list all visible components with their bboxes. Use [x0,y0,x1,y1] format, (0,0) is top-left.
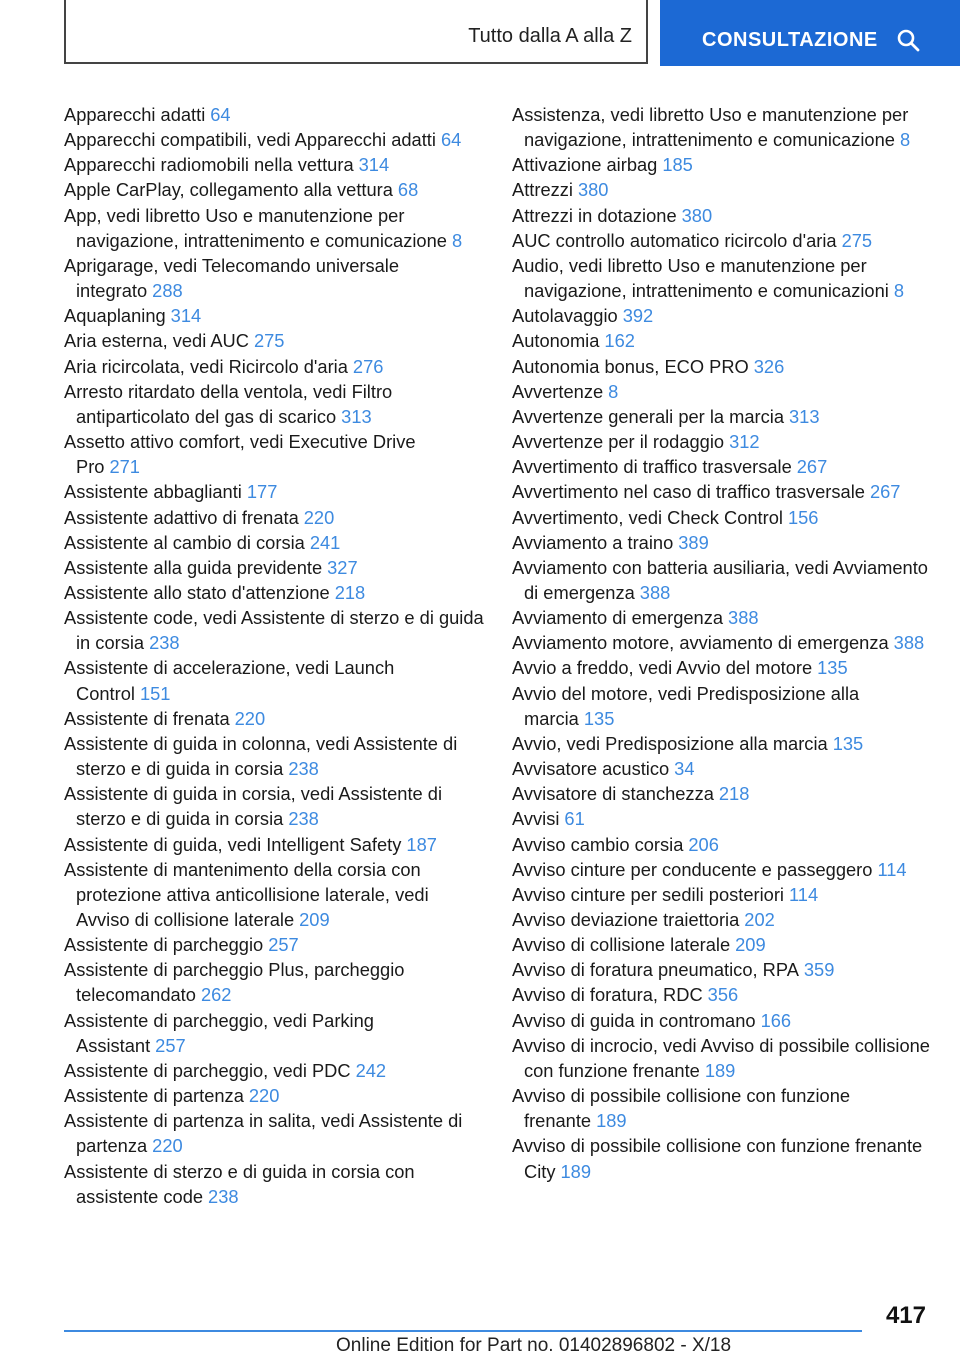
index-term: Autolavaggio [512,305,618,327]
index-entry [64,253,484,303]
page-reference-link[interactable]: 64 [440,129,462,151]
index-term: Avvio, vedi Predisposizione alla marcia [512,732,828,754]
page-reference-link[interactable]: 267 [796,456,828,478]
page-reference-link[interactable]: 276 [352,355,384,377]
index-entry [512,857,942,882]
index-entry [64,102,484,127]
page-reference-link[interactable]: 187 [406,833,437,855]
index-term: Assistente di guida in colonna, vedi Assistente di sterzo e di guida in corsia [64,732,458,780]
page-reference-link[interactable]: 267 [869,481,901,503]
index-term: Assistente adattivo di frenata [64,506,299,528]
index-term: Assistente di parcheggio Plus, parcheggio telecomandato [64,959,405,1006]
search-icon[interactable] [896,28,920,52]
page-reference-link[interactable]: 388 [639,581,671,603]
index-term: Apparecchi radiomobili nella vettura [64,154,354,176]
page-reference-link[interactable]: 209 [735,934,766,956]
index-term: Avviso di foratura pneumatico, RPA [512,959,799,981]
index-term: Avvio del motore, vedi Predisposizione alla marcia [512,682,860,729]
index-term: Assistente di parcheggio, vedi PDC [64,1059,351,1081]
page-reference-link[interactable]: 114 [877,858,907,880]
index-term: Avviso di possibile collisione con funzione frenante City [512,1135,923,1182]
index-entry [64,530,484,555]
index-term: Audio, vedi libretto Uso e manutenzione per navigazione, intrattenimento e comunicazioni [512,254,889,302]
index-entry [64,479,484,504]
index-term: Apple CarPlay, collegamento alla vettura [64,179,393,201]
index-entry [64,1083,484,1108]
page-reference-link[interactable]: 238 [288,808,319,830]
index-term: Avviamento motore, avviamento di emergenza [512,632,889,654]
index-entry [64,1159,484,1209]
index-entry [64,580,484,605]
index-entry [64,731,484,781]
index-entry [64,127,484,152]
page-reference-link[interactable]: 189 [704,1059,736,1081]
index-term: Aprigarage, vedi Telecomando universale integrato [64,254,400,302]
index-entry [64,957,484,1007]
page-reference-link[interactable]: 241 [309,531,341,553]
page-reference-link[interactable]: 202 [744,909,775,930]
index-term: Avviso di foratura, RDC [512,984,703,1006]
index-entry [512,1008,942,1033]
index-term: Avviso di incrocio, vedi Avviso di possibile collisione con funzione frenante [512,1034,930,1081]
index-term: Autonomia [512,330,600,352]
index-entry [512,555,942,605]
edition-footer: Online Edition for Part no. 01402896802 - X/18 [336,1335,732,1356]
page-reference-link[interactable]: 389 [678,531,709,553]
index-term: Avvisi [512,808,560,830]
index-term: Avviso di possibile collisione con funzione frenante [512,1085,851,1132]
index-term: Avvertimento di traffico trasversale [512,456,792,478]
index-term: Avvertimento nel caso di traffico trasversale [512,481,865,503]
index-term: Avvertenze per il rodaggio [512,431,725,453]
index-term: Assistente alla guida previdente [64,556,323,578]
index-term: Apparecchi compatibili, vedi Apparecchi adatti [64,129,436,151]
page-reference-link[interactable]: 8 [899,129,911,151]
index-term: Assistente al cambio di corsia [64,531,305,553]
index-term: Avviso deviazione traiettoria [512,909,740,930]
index-entry [512,1133,942,1183]
index-term: Avviso di collisione laterale [512,934,731,956]
index-term: Autonomia bonus, ECO PRO [512,355,749,377]
index-entry [64,354,484,379]
page-reference-link[interactable]: 380 [681,204,713,226]
index-term: Assistente di frenata [64,707,230,729]
page-reference-link[interactable]: 156 [787,506,819,528]
index-term: Assistente di guida, vedi Intelligent Safety [64,833,402,855]
page-reference-link[interactable]: 64 [210,104,231,125]
index-term: Avviso cinture per sedili posteriori [512,883,784,905]
index-term: Assistente di accelerazione, vedi Launch Control [64,657,395,704]
index-term: Avviso cambio corsia [512,833,684,855]
index-entry [64,429,484,479]
index-entry [512,655,942,680]
index-entry [512,957,942,982]
page-reference-link[interactable]: 220 [248,1085,280,1107]
page-reference-link[interactable]: 189 [560,1160,591,1182]
index-term: Aquaplaning [64,305,166,327]
index-term: Avvertimento, vedi Check Control [512,506,783,528]
index-term: Attrezzi in dotazione [512,204,677,226]
page-reference-link[interactable]: 262 [200,984,232,1006]
index-entry [512,630,942,655]
page-header [0,0,960,66]
index-entry [512,354,942,379]
index-entry [512,605,942,630]
page-reference-link[interactable]: 206 [688,833,719,855]
index-entry [512,203,942,228]
index-entry [512,429,942,454]
page-reference-link[interactable]: 238 [288,758,319,780]
index-entry [64,605,484,655]
page-reference-link[interactable]: 220 [234,707,266,729]
page-reference-link[interactable]: 162 [604,330,635,352]
index-term: Avvertenze [512,380,604,402]
page-reference-link[interactable]: 177 [246,481,278,503]
page-reference-link[interactable]: 185 [662,154,693,176]
page-reference-link[interactable]: 388 [893,632,925,654]
index-term: Assistente di partenza [64,1085,244,1107]
page-reference-link[interactable]: 392 [622,305,654,327]
index-term: Assistente abbaglianti [64,481,242,503]
page-reference-link[interactable]: 61 [564,808,585,830]
index-term: Avviamento di emergenza [512,607,724,629]
index-term: Arresto ritardato della ventola, vedi Filtro antiparticolato del gas di scarico [64,380,393,427]
index-term: Apparecchi adatti [64,104,206,125]
index-entry [64,328,484,353]
index-entry [64,932,484,957]
index-term: Assistente allo stato d'attenzione [64,581,330,603]
index-entry [512,982,942,1007]
page-reference-link[interactable]: 313 [789,405,820,427]
index-term: Assistente di parcheggio, vedi Parking Assistant [64,1009,374,1056]
index-term: Attrezzi [512,179,573,201]
page-reference-link[interactable]: 218 [718,783,750,805]
index-column-right [512,102,942,1184]
consultazione-tab[interactable] [660,0,960,66]
index-entry [512,102,942,152]
index-entry [64,781,484,831]
index-entry [512,832,942,857]
index-entry [512,404,942,429]
index-entry [512,505,942,530]
page-reference-link[interactable]: 238 [208,1185,239,1207]
index-entry [64,379,484,429]
page-reference-link[interactable]: 326 [753,355,785,377]
index-entry [512,177,942,202]
index-entry [64,152,484,177]
page-reference-link[interactable]: 68 [397,179,419,201]
page-reference-link[interactable]: 220 [303,506,335,528]
page-reference-link[interactable]: 238 [149,632,180,654]
index-entry [512,454,942,479]
index-entry [64,1108,484,1158]
index-term: Attivazione airbag [512,154,658,176]
page-reference-link[interactable]: 327 [327,556,358,578]
index-term: Avvisatore di stanchezza [512,783,714,805]
index-entry [64,203,484,253]
index-term: Avvio a freddo, vedi Avvio del motore [512,657,813,679]
index-entry [64,1008,484,1058]
index-entry [64,177,484,202]
index-entry [64,1058,484,1083]
index-entry [512,479,942,504]
index-term: Avviamento con batteria ausiliaria, vedi Avviamento di emergenza [512,556,928,603]
index-entry [64,303,484,328]
index-term: Assistente di mantenimento della corsia con protezione attiva anticollisione laterale, vedi Avviso di collisione laterale [64,858,429,930]
index-term: Avvertenze generali per la marcia [512,405,784,427]
page-reference-link[interactable]: 242 [355,1059,387,1081]
page-reference-link[interactable]: 313 [341,405,372,427]
page-reference-link[interactable]: 135 [817,657,848,679]
index-term: AUC controllo automatico ricircolo d'aria [512,229,837,251]
footer-divider [64,1330,862,1332]
page-reference-link[interactable]: 380 [577,179,609,201]
index-entry [512,328,942,353]
page-reference-link[interactable]: 356 [707,984,739,1006]
index-entry [512,303,942,328]
page-reference-link[interactable]: 275 [841,229,873,251]
page-reference-link[interactable]: 257 [268,934,299,956]
page-number: 417 [885,1302,926,1329]
index-entry [64,706,484,731]
index-entry [512,253,942,303]
index-term: Assistenza, vedi libretto Uso e manutenzione per navigazione, intrattenimento e comunicazione [512,104,909,151]
index-entry [512,379,942,404]
index-entry [64,857,484,932]
index-term: Assetto attivo comfort, vedi Executive Drive Pro [64,431,416,478]
index-entry [512,530,942,555]
page-reference-link[interactable]: 8 [451,229,463,251]
page-reference-link[interactable]: 314 [170,305,202,327]
page-reference-link[interactable]: 8 [893,280,904,302]
index-entry [512,228,942,253]
index-entry [512,681,942,731]
index-term: Avviamento a traino [512,531,674,553]
index-term: Avviso cinture per conducente e passeggero [512,858,873,880]
section-header-box [64,0,648,64]
index-entry [512,932,942,957]
section-title: Tutto dalla A alla Z [468,25,632,47]
page-reference-link[interactable]: 314 [358,154,390,176]
page-reference-link[interactable]: 388 [728,607,759,629]
index-entry [512,806,942,831]
page-reference-link[interactable]: 257 [155,1034,186,1056]
page-reference-link[interactable]: 135 [583,707,615,729]
index-term: Assistente di partenza in salita, vedi Assistente di partenza [64,1110,463,1157]
page-reference-link[interactable]: 359 [803,959,835,981]
index-term: Avvisatore acustico [512,758,670,780]
index-term: Assistente code, vedi Assistente di sterzo e di guida in corsia [64,607,484,654]
index-entry [512,781,942,806]
page-reference-link[interactable]: 34 [674,758,695,780]
page-reference-link[interactable]: 8 [608,380,619,402]
page-reference-link[interactable]: 166 [760,1009,792,1031]
page-reference-link[interactable]: 220 [152,1135,183,1157]
index-term: Assistente di guida in corsia, vedi Assistente di sterzo e di guida in corsia [64,783,443,830]
page-reference-link[interactable]: 135 [832,732,864,754]
index-entry [512,1083,942,1133]
page-reference-link[interactable]: 218 [334,581,366,603]
page-reference-link[interactable]: 151 [139,682,171,704]
page-reference-link[interactable]: 189 [596,1110,627,1132]
index-entry [64,832,484,857]
index-entry [64,555,484,580]
page-reference-link[interactable]: 288 [152,280,183,302]
index-term: Aria esterna, vedi AUC [64,330,249,352]
index-entry [64,655,484,705]
index-entry [64,505,484,530]
index-term: App, vedi libretto Uso e manutenzione per navigazione, intrattenimento e comunicazione [64,204,447,251]
index-entry [512,152,942,177]
page-reference-link[interactable]: 312 [729,431,760,453]
index-entry [512,731,942,756]
index-term: Avviso di guida in contromano [512,1009,756,1031]
page-reference-link[interactable]: 209 [299,909,330,930]
index-entry [512,1033,942,1083]
index-entry [512,756,942,781]
index-entry [512,882,942,907]
page-reference-link[interactable]: 271 [109,456,140,478]
index-term: Assistente di sterzo e di guida in corsia con assistente code [64,1160,415,1207]
index-term: Assistente di parcheggio [64,934,264,956]
page-reference-link[interactable]: 114 [788,883,819,905]
index-column-left [64,102,484,1209]
tab-label: CONSULTAZIONE [702,29,878,51]
index-term: Aria ricircolata, vedi Ricircolo d'aria [64,355,348,377]
page-reference-link[interactable]: 275 [253,330,285,352]
index-entry [512,907,942,932]
